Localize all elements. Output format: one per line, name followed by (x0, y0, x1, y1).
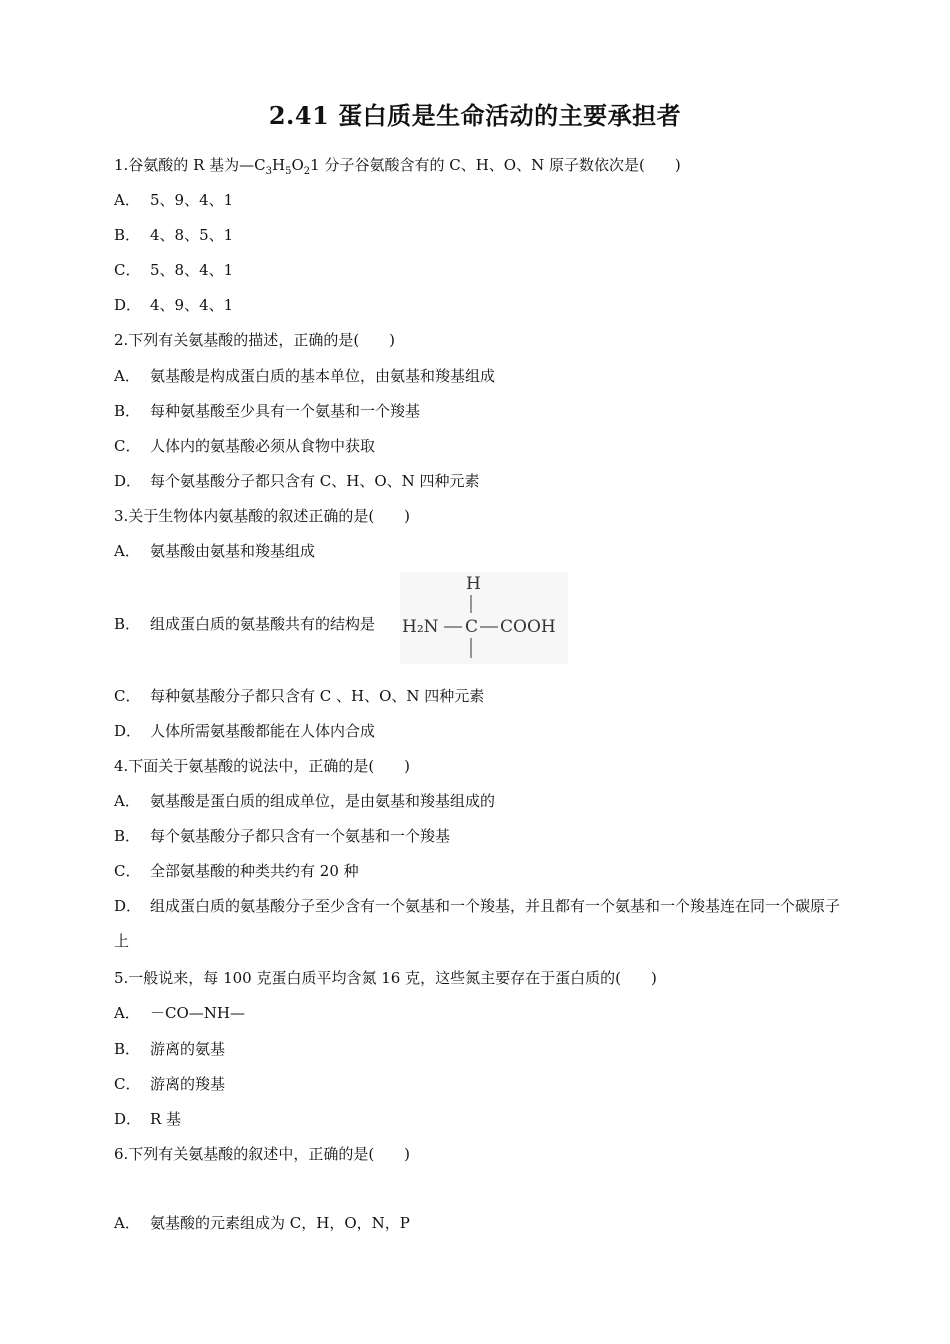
question-4-option-c: C． 全部氨基酸的种类共约有 20 种 (114, 862, 359, 880)
question-3-option-c: C． 每种氨基酸分子都只含有 C 、H、O、N 四种元素 (114, 687, 485, 705)
question-2-option-a: A． 氨基酸是构成蛋白质的基本单位，由氨基和羧基组成 (114, 367, 496, 385)
formula-right-group: COOH (500, 617, 556, 637)
question-5-option-d: D． R 基 (114, 1110, 182, 1128)
question-3-option-a: A． 氨基酸由氨基和羧基组成 (114, 542, 316, 560)
question-5-stem: 5.一般说来，每 100 克蛋白质平均含氮 16 克，这些氮主要存在于蛋白质的( ) (114, 969, 657, 987)
formula-center-atom: C (465, 617, 479, 637)
question-1-option-c: C． 5、8、4、1 (114, 261, 234, 279)
question-1-option-b: B． 4、8、5、1 (114, 226, 234, 244)
formula-left-group: H₂N (402, 617, 439, 637)
question-2-option-b: B． 每种氨基酸至少具有一个氨基和一个羧基 (114, 402, 421, 420)
question-4-stem: 4.下面关于氨基酸的说法中，正确的是( ) (114, 757, 411, 775)
question-3-option-b: B． 组成蛋白质的氨基酸共有的结构是 (114, 615, 376, 633)
question-2-option-c: C． 人体内的氨基酸必须从食物中获取 (114, 437, 376, 455)
amino-acid-structure-formula (400, 572, 568, 664)
question-5-option-c: C． 游离的羧基 (114, 1075, 226, 1093)
question-5-option-a: A． －CO—NH— (114, 1004, 245, 1022)
question-6-option-a: A． 氨基酸的元素组成为 C，H，O，N，P (114, 1214, 410, 1232)
question-3-stem: 3.关于生物体内氨基酸的叙述正确的是( ) (114, 507, 411, 525)
question-4-option-b: B． 每个氨基酸分子都只含有一个氨基和一个羧基 (114, 827, 451, 845)
question-4-option-d: D． 组成蛋白质的氨基酸分子至少含有一个氨基和一个羧基，并且都有一个氨基和一个羧基连在同一个碳原子上 (114, 897, 841, 950)
question-5-option-b: B． 游离的氨基 (114, 1040, 226, 1058)
question-2-stem: 2.下列有关氨基酸的描述，正确的是( ) (114, 331, 396, 349)
question-1-option-a: A． 5、9、4、1 (114, 191, 234, 209)
amino-acid-structure-svg (400, 572, 568, 664)
formula-top-atom: H (466, 574, 481, 594)
question-1-option-d: D． 4、9、4、1 (114, 296, 234, 314)
question-1-stem: 1.谷氨酸的 R 基为$—C_3H_5O_21$ 分子谷氨酸含有的 C、H、O、N 原子数依次是( ) (114, 156, 681, 177)
question-3-option-d: D． 人体所需氨基酸都能在人体内合成 (114, 722, 376, 740)
question-4-option-a: A． 氨基酸是蛋白质的组成单位，是由氨基和羧基组成的 (114, 792, 496, 810)
page-title: 2.41 蛋白质是生命活动的主要承担者 (268, 101, 682, 130)
question-6-stem: 6.下列有关氨基酸的叙述中，正确的是( ) (114, 1145, 411, 1163)
question-2-option-d: D． 每个氨基酸分子都只含有 C、H、O、N 四种元素 (114, 472, 480, 490)
